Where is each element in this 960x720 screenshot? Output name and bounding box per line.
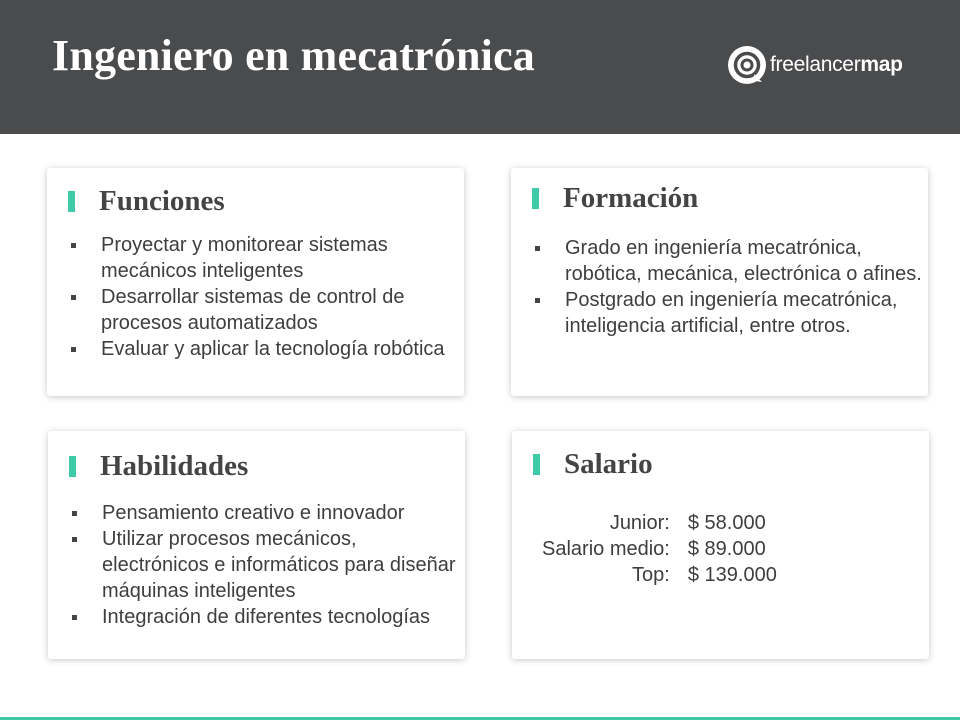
accent-bar xyxy=(532,188,539,209)
accent-bar xyxy=(68,191,75,212)
salary-value: $ 139.000 xyxy=(687,564,777,586)
salary-label: Junior: xyxy=(609,512,670,534)
card-title-funciones xyxy=(68,185,225,218)
formacion-list xyxy=(533,235,923,339)
salary-row-top xyxy=(542,562,777,588)
card-salario xyxy=(512,431,929,659)
salary-value: $ 89.000 xyxy=(687,538,766,560)
list-item: Integración de diferentes tecnologías xyxy=(70,604,460,630)
page-title: Ingeniero en mecatrónica xyxy=(52,31,535,80)
header-banner xyxy=(0,0,960,134)
card-formacion xyxy=(511,168,928,396)
salary-label: Top: xyxy=(632,564,670,586)
list-item: Proyectar y monitorear sistemas mecánicos inteligentes xyxy=(69,232,454,284)
freelancermap-logo[interactable] xyxy=(726,43,903,87)
list-item: Grado en ingeniería mecatrónica, robótica, mecánica, electrónica o afines. xyxy=(533,235,923,287)
salary-row-medio xyxy=(542,536,777,562)
salary-table xyxy=(542,510,777,588)
salary-label: Salario medio: xyxy=(542,538,670,560)
accent-bar xyxy=(69,456,76,477)
list-item: Postgrado en ingeniería mecatrónica, inteligencia artificial, entre otros. xyxy=(533,287,923,339)
habilidades-list xyxy=(70,500,460,630)
card-habilidades xyxy=(48,431,465,659)
card-heading-formacion: Formación xyxy=(563,182,699,214)
card-heading-funciones: Funciones xyxy=(99,185,225,217)
salary-row-junior xyxy=(542,510,777,536)
accent-bar xyxy=(533,454,540,475)
freelancermap-logo-icon xyxy=(726,44,768,86)
card-title-salario xyxy=(533,448,653,481)
logo-text-light: freelancer xyxy=(770,53,861,76)
salary-value: $ 58.000 xyxy=(687,512,766,534)
card-heading-salario: Salario xyxy=(564,448,653,480)
list-item: Desarrollar sistemas de control de procesos automatizados xyxy=(69,284,454,336)
list-item: Pensamiento creativo e innovador xyxy=(70,500,460,526)
logo-text-bold: map xyxy=(860,53,903,76)
card-funciones xyxy=(47,168,464,396)
list-item: Evaluar y aplicar la tecnología robótica xyxy=(69,336,454,362)
funciones-list xyxy=(69,232,454,362)
logo-wordmark xyxy=(770,53,903,77)
card-title-habilidades xyxy=(69,450,248,483)
card-heading-habilidades: Habilidades xyxy=(100,450,249,482)
card-title-formacion xyxy=(532,182,698,215)
list-item: Utilizar procesos mecánicos, electrónicos e informáticos para diseñar máquinas inteligentes xyxy=(70,526,460,604)
